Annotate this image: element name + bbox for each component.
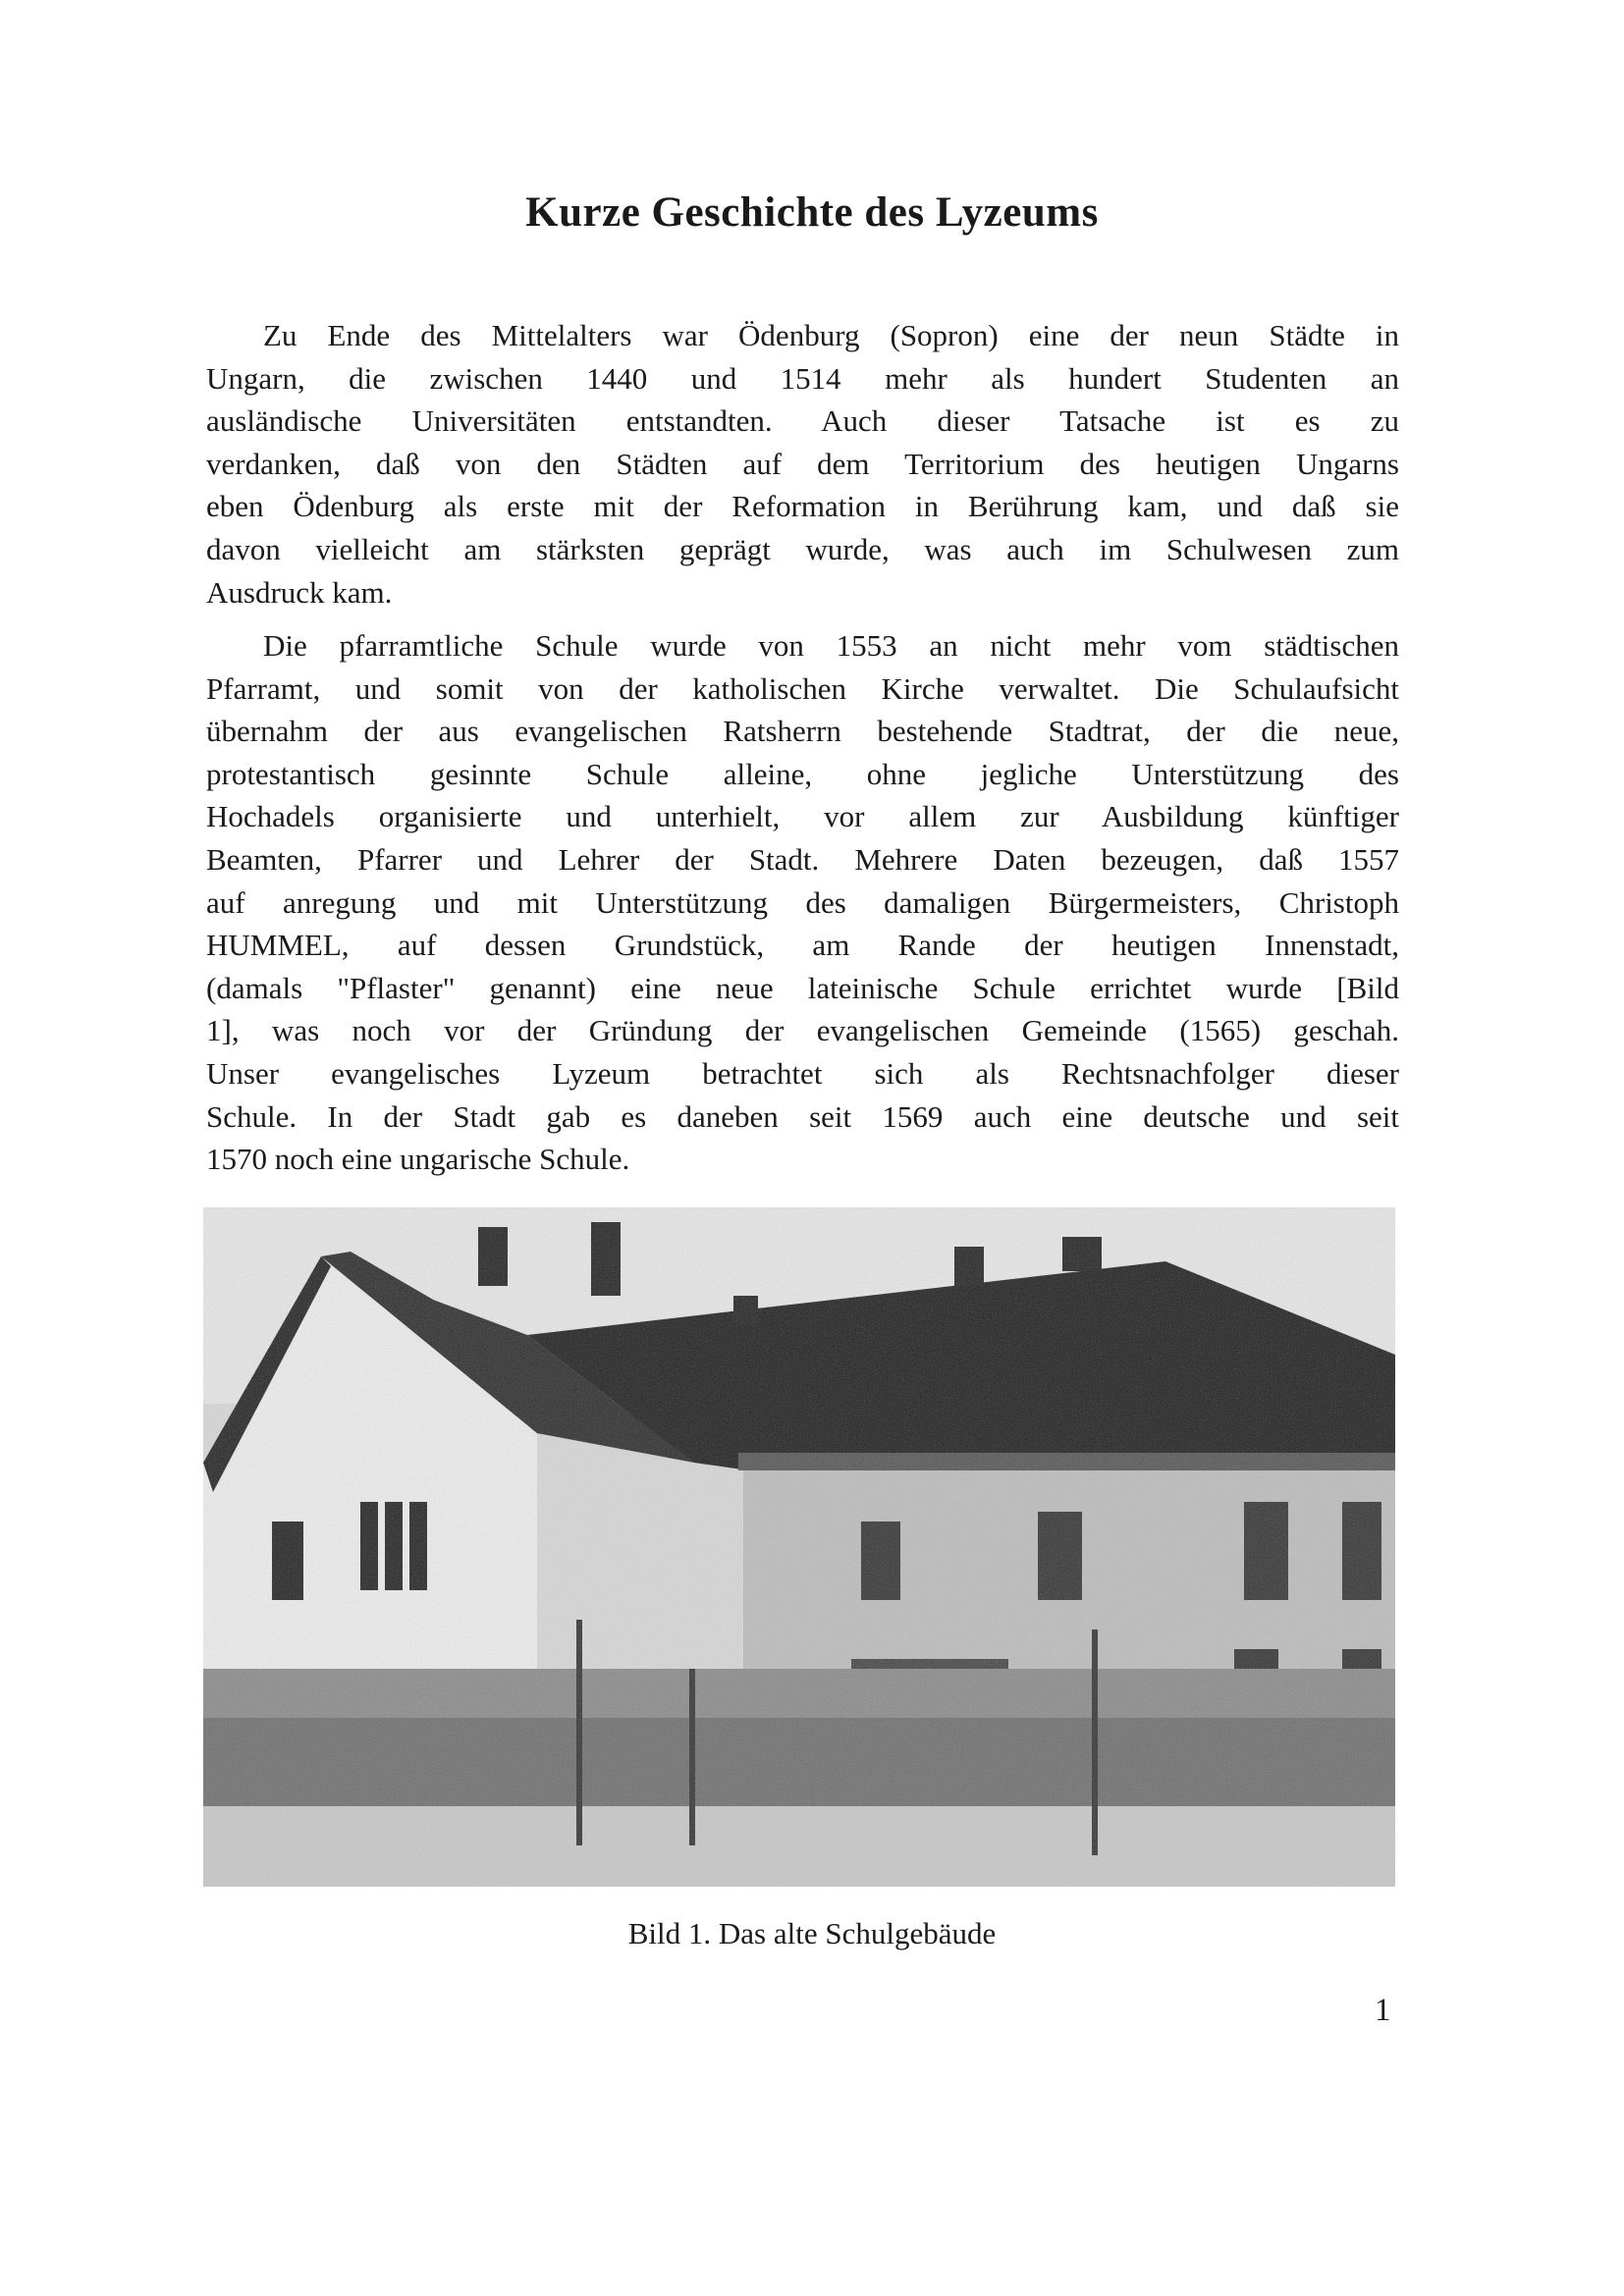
text-line: Ungarn, die zwischen 1440 und 1514 mehr als hundert Studenten an xyxy=(206,360,1399,396)
page-number: 1 xyxy=(1375,1993,1391,2028)
text-line: 1570 noch eine ungarische Schule. xyxy=(206,1142,630,1177)
text-line: protestantisch gesinnte Schule alleine, ohne jegliche Unterstützung des xyxy=(206,756,1399,791)
text-line: 1], was noch vor der Gründung der evangelischen Gemeinde (1565) geschah. xyxy=(206,1013,1399,1048)
text-line: auf anregung und mit Unterstützung des damaligen Bürgermeisters, Christoph xyxy=(206,884,1399,920)
text-line: Pfarramt, und somit von der katholischen Kirche verwaltet. Die Schulaufsicht xyxy=(206,670,1399,706)
text-line: davon vielleicht am stärksten geprägt wurde, was auch im Schulwesen zum xyxy=(206,531,1399,566)
text-line: ausländische Universitäten entstandten. Auch dieser Tatsache ist es zu xyxy=(206,403,1399,439)
paragraph-2 xyxy=(206,624,1399,1181)
page-title: Kurze Geschichte des Lyzeums xyxy=(525,189,1099,236)
text-line: Beamten, Pfarrer und Lehrer der Stadt. Mehrere Daten bezeugen, daß 1557 xyxy=(206,841,1399,877)
text-line: übernahm der aus evangelischen Ratsherrn bestehende Stadtrat, der die neue, xyxy=(206,714,1399,749)
text-line: verdanken, daß von den Städten auf dem Territorium des heutigen Ungarns xyxy=(206,446,1399,481)
figure-caption: Bild 1. Das alte Schulgebäude xyxy=(627,1916,997,1950)
text-line: Ausdruck kam. xyxy=(206,574,393,610)
text-line: Hochadels organisierte und unterhielt, vor allem zur Ausbildung künftiger xyxy=(206,799,1399,834)
paragraph-1 xyxy=(206,314,1399,614)
text-line: eben Ödenburg als erste mit der Reformation in Berührung kam, und daß sie xyxy=(206,489,1399,524)
text-line: Schule. In der Stadt gab es daneben seit 1569 auch eine deutsche und seit xyxy=(206,1098,1399,1134)
old-school-building-photo xyxy=(203,1207,1395,1887)
text-line: HUMMEL, auf dessen Grundstück, am Rande der heutigen Innenstadt, xyxy=(206,928,1399,963)
text-line: Zu Ende des Mittelalters war Ödenburg (Sopron) eine der neun Städte in xyxy=(263,318,1399,352)
text-line: Die pfarramtliche Schule wurde von 1553 an nicht mehr vom städtischen xyxy=(263,628,1399,663)
text-line: Unser evangelisches Lyzeum betrachtet sich als Rechtsnachfolger dieser xyxy=(206,1055,1399,1091)
text-line: (damals "Pflaster" genannt) eine neue lateinische Schule errichtet wurde [Bild xyxy=(206,970,1399,1005)
